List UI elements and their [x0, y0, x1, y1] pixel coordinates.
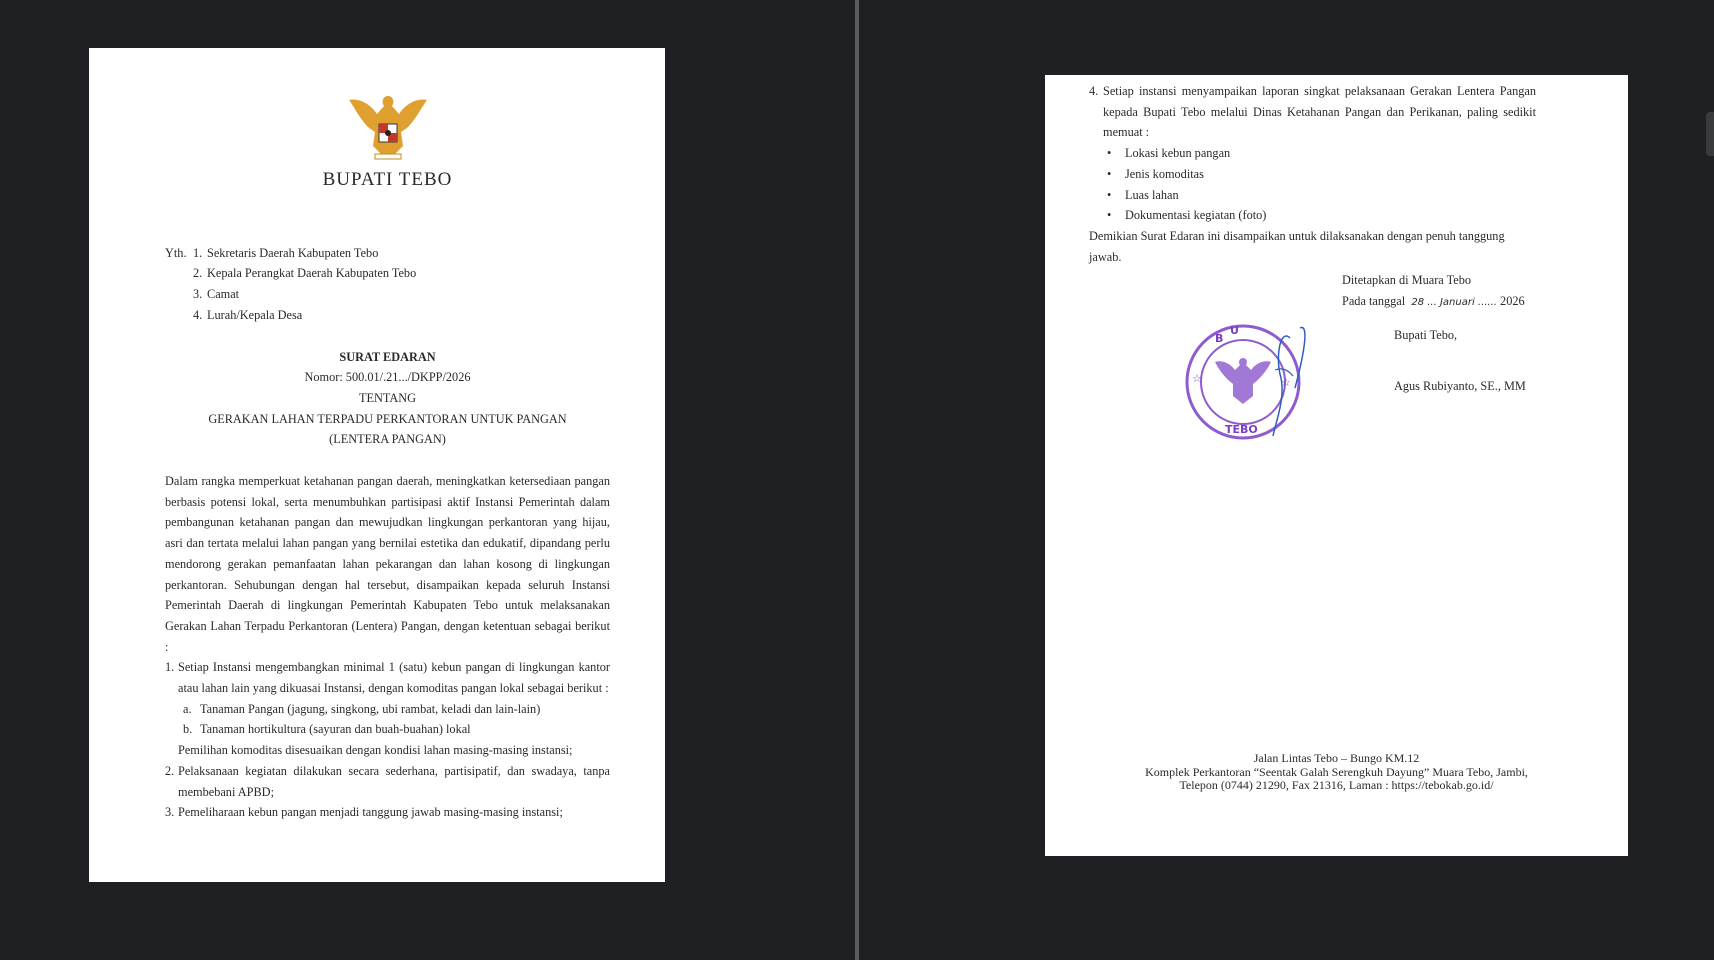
list-item: [165, 761, 610, 802]
bullet-item: • Dokumentasi kegiatan (foto): [1107, 205, 1536, 226]
letter-footer: [1045, 752, 1628, 793]
item-text: Setiap instansi menyampaikan laporan singkat pelaksanaan Gerakan Lentera Pangan kepada Bupati Tebo melalui Dinas Ketahanan Pangan dan Perikanan, paling sedikit memuat :: [1103, 84, 1536, 140]
list-item: [1089, 81, 1536, 143]
footer-address: Jalan Lintas Tebo – Bungo KM.12: [1253, 751, 1420, 765]
recipient-number: 1.: [193, 245, 203, 260]
item-text: Pemeliharaan kebun pangan menjadi tanggung jawab masing-masing instansi;: [178, 805, 563, 820]
bullet-text: Luas lahan: [1125, 187, 1179, 202]
svg-text:TEBO: TEBO: [1225, 423, 1258, 436]
list-item: [165, 802, 610, 823]
date-value: 28 ... Januari ......: [1411, 296, 1497, 308]
signature-block: [1342, 270, 1582, 397]
recipient-number: 4.: [193, 307, 203, 322]
subject-line-2: (LENTERA PANGAN): [329, 432, 446, 447]
list-item: [165, 657, 610, 698]
item-text: Setiap Instansi mengembangkan minimal 1 (satu) kebun pangan di lingkungan kantor atau lahan lain yang dikuasai Instansi, dengan komoditas pangan lokal sebagai berikut :: [178, 660, 610, 696]
recipient: Camat: [207, 287, 240, 302]
place-text: Ditetapkan di Muara Tebo: [1342, 273, 1472, 287]
bullet-item: • Luas lahan: [1107, 185, 1536, 206]
recipient-list: [165, 243, 610, 326]
item-number: b.: [183, 722, 193, 737]
svg-text:☆: ☆: [1281, 376, 1291, 389]
item-text: Tanaman hortikultura (sayuran dan buah-buahan) lokal: [200, 722, 471, 737]
svg-text:☆: ☆: [1192, 372, 1202, 385]
item-number: 4.: [1089, 84, 1099, 98]
closing-text: Demikian Surat Edaran ini disampaikan untuk dilaksanakan dengan penuh tanggung jawab.: [1089, 228, 1505, 264]
signer-title: Bupati Tebo,: [1394, 328, 1458, 343]
svg-text:U: U: [1230, 324, 1239, 337]
item-text: Pelaksanaan kegiatan dilakukan secara sederhana, partisipatif, dan swadaya, tanpa membebani APBD;: [178, 763, 610, 799]
intro-paragraph: Dalam rangka memperkuat ketahanan pangan daerah, meningkatkan ketersediaan pangan berbasis potensi lokal, serta menumbuhkan partisipasi aktif Instansi Pemerintah dalam pembangunan ketahanan pangan dan mewujudkan lingkungan perkantoran yang hijau, asri dan tertata melalui lahan pangan yang bernilai estetika dan edukatif, dipandang perlu mendorong gerakan pemanfaatan lahan pekarangan dan lahan kosong di lingkungan perkantoran. Sehubungan dengan hal tersebut, disampaikan kepada seluruh Instansi Pemerintah Daerah di lingkungan Pemerintah Kabupaten Tebo untuk melaksanakan Gerakan Lahan Terpadu Perkantoran (Lentera) Pangan, dengan ketentuan sebagai berikut :: [165, 474, 610, 654]
letterhead-title: BUPATI TEBO: [322, 169, 453, 190]
sub-item: [183, 719, 610, 740]
item-note: Pemilihan komoditas disesuaikan dengan kondisi lahan masing-masing instansi;: [178, 743, 573, 758]
garuda-emblem-icon: [347, 88, 429, 162]
doc-number: Nomor: 500.01/.21.../DKPP/2026: [304, 370, 471, 385]
footer-complex: Komplek Perkantoran “Seentak Galah Serengkuh Dayung” Muara Tebo, Jambi,: [1145, 764, 1528, 779]
document-page-1: [89, 48, 665, 882]
date-line: [1342, 291, 1582, 314]
date-label: Pada tanggal: [1342, 293, 1406, 308]
doc-type: SURAT EDARAN: [339, 349, 436, 364]
recipient: Kepala Perangkat Daerah Kabupaten Tebo: [207, 266, 417, 281]
subject-line-1: GERAKAN LAHAN TERPADU PERKANTORAN UNTUK PANGAN: [208, 411, 567, 426]
bullet-text: Jenis komoditas: [1125, 166, 1204, 181]
item-number: 3.: [165, 805, 175, 820]
footer-contact: Telepon (0744) 21290, Fax 21316, Laman : https://tebokab.go.id/: [1179, 778, 1494, 792]
recipient-number: 2.: [193, 266, 203, 281]
letter-heading: [165, 347, 610, 451]
bullet-text: Dokumentasi kegiatan (foto): [1125, 208, 1267, 223]
bullet-item: • Lokasi kebun pangan: [1107, 143, 1536, 164]
bullet-text: Lokasi kebun pangan: [1125, 146, 1231, 161]
yth-label: Yth.: [165, 245, 187, 260]
item-text: Tanaman Pangan (jagung, singkong, ubi rambat, keladi dan lain-lain): [200, 701, 541, 716]
document-page-2: [1045, 75, 1628, 856]
item-number: 2.: [165, 763, 175, 778]
item-number: 1.: [165, 660, 175, 675]
signer-name: Agus Rubiyanto, SE., MM: [1394, 379, 1526, 394]
official-stamp-icon: [1185, 318, 1325, 443]
about-label: TENTANG: [358, 390, 417, 405]
recipient: Sekretaris Daerah Kabupaten Tebo: [207, 245, 379, 260]
bullet-item: • Jenis komoditas: [1107, 164, 1536, 185]
date-year: 2026: [1500, 293, 1525, 308]
recipient: Lurah/Kepala Desa: [207, 307, 303, 322]
item-number: a.: [183, 701, 192, 716]
sub-item: [183, 699, 610, 720]
svg-text:B: B: [1215, 332, 1224, 345]
recipient-number: 3.: [193, 287, 203, 302]
scrollbar-handle[interactable]: [1706, 112, 1714, 156]
